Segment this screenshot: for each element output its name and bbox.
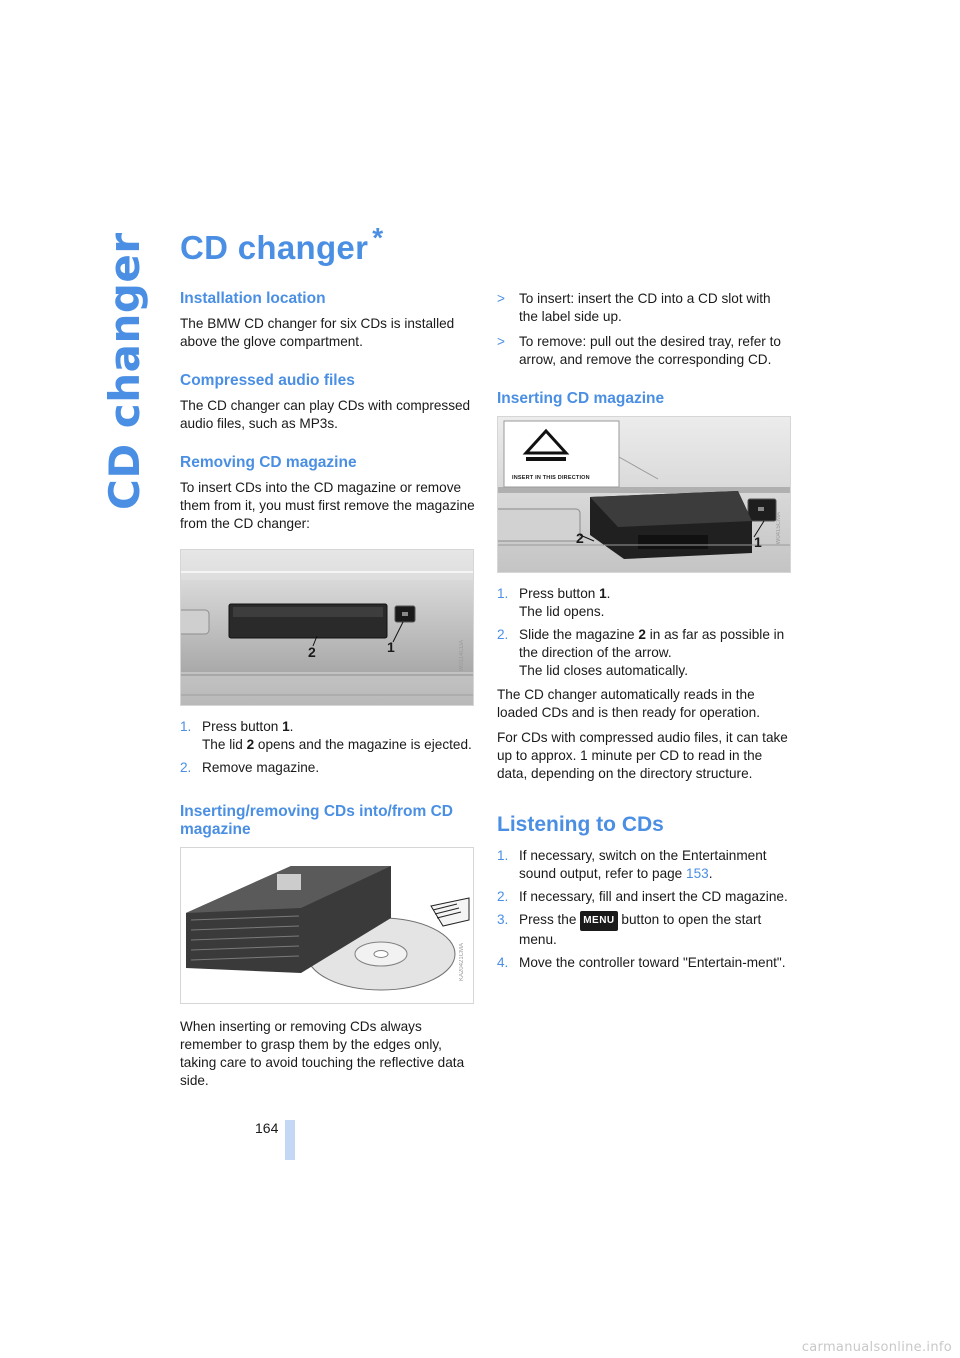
step-text: . <box>289 719 294 734</box>
compressed-audio-text: The CD changer can play CDs with compressed audio files, such as MP3s. <box>180 398 471 431</box>
listen-step-3 <box>497 911 792 949</box>
fig3-code: W0415CMA <box>776 512 782 545</box>
step-text: The lid opens. <box>519 604 605 619</box>
step-text: Slide the magazine <box>519 627 639 642</box>
listening-to-cds-heading: Listening to CDs <box>497 813 664 836</box>
step-bold-ref: 1 <box>599 586 607 601</box>
step-bold-ref: 1 <box>282 719 290 734</box>
right-column <box>497 290 792 972</box>
reads-cds-text: The CD changer automatically reads in the loaded CDs and is then ready for operation. <box>497 687 760 720</box>
side-chapter-title <box>92 220 152 510</box>
insert-magazine-illustration <box>498 417 790 572</box>
page-number: 164 <box>255 1120 279 1136</box>
cd-magazine-figure <box>180 847 474 1004</box>
installation-location-text: The BMW CD changer for six CDs is installed above the glove compartment. <box>180 316 455 349</box>
step-bold-ref: 2 <box>638 627 646 642</box>
installation-location-heading: Installation location <box>180 290 326 307</box>
listen-step-2 <box>497 888 792 906</box>
step-text: . <box>606 586 611 601</box>
step-text: Press button <box>519 586 600 601</box>
listen-step-1 <box>497 847 792 883</box>
bullet-mark: > <box>497 291 505 306</box>
page-title-text: CD changer <box>180 229 369 266</box>
fig2-code: KA20421CMA <box>459 943 465 982</box>
listen-step-4 <box>497 954 792 972</box>
remove-step-2 <box>180 759 475 777</box>
insert-step-2 <box>497 626 792 680</box>
left-column <box>180 290 475 1090</box>
side-chapter-title-text: CD changer <box>100 232 149 510</box>
page-title <box>180 222 383 267</box>
step-text: If necessary, fill and insert the CD magazine. <box>519 889 788 904</box>
bullet-text: To remove: pull out the desired tray, refer to arrow, and remove the corresponding CD. <box>519 334 781 367</box>
step-text: The lid closes automatically. <box>519 663 688 678</box>
watermark: carmanualsonline.info <box>801 1340 952 1355</box>
step-number: 2. <box>497 627 509 642</box>
menu-button-icon: MENU <box>580 911 617 931</box>
cd-changer-slot-illustration <box>181 550 473 705</box>
compressed-audio-heading: Compressed audio files <box>180 372 355 389</box>
step-text: in as far as possible in the direction of the arrow. <box>519 627 785 660</box>
remove-cd-bullet <box>497 333 792 369</box>
fig3-label-button: 1 <box>754 534 762 550</box>
step-number: 3. <box>497 912 509 927</box>
step-text: Move the controller toward "Entertain-ment". <box>519 955 786 970</box>
remove-step-1 <box>180 718 475 754</box>
step-number: 1. <box>497 848 509 863</box>
page-reference-link[interactable]: 153 <box>686 866 709 881</box>
fig3-label-magazine: 2 <box>576 530 584 546</box>
grasp-edges-text: When inserting or removing CDs always remember to grasp them by the edges only, taking care to avoid touching the reflective data side. <box>180 1019 465 1088</box>
step-number: 1. <box>497 586 509 601</box>
step-number: 2. <box>180 760 192 775</box>
bullet-text: To insert: insert the CD into a CD slot with the label side up. <box>519 291 771 324</box>
bullet-mark: > <box>497 334 505 349</box>
step-text: If necessary, switch on the Entertainment sound output, refer to page <box>519 848 767 881</box>
step-text: button to open the start menu. <box>519 912 762 947</box>
removing-magazine-text: To insert CDs into the CD magazine or remove them from it, you must first remove the magazine from the CD changer: <box>180 480 475 531</box>
page-number-bar <box>285 1120 295 1160</box>
cd-changer-slot-figure <box>180 549 474 706</box>
step-number: 4. <box>497 955 509 970</box>
optional-equipment-star-icon: * <box>372 222 384 253</box>
step-text: Remove magazine. <box>202 760 320 775</box>
insert-magazine-figure <box>497 416 791 573</box>
step-text: opens and the magazine is ejected. <box>254 737 472 752</box>
insert-step-1 <box>497 585 792 621</box>
removing-magazine-heading: Removing CD magazine <box>180 454 357 471</box>
step-number: 1. <box>180 719 192 734</box>
cd-magazine-illustration <box>181 848 473 1003</box>
fig1-code: W0114CDA <box>459 640 465 672</box>
inserting-removing-cds-heading: Inserting/removing CDs into/from CD magazine <box>180 803 453 838</box>
step-text: . <box>708 866 713 881</box>
fig3-sign-text: INSERT IN THIS DIRECTION <box>512 475 590 481</box>
step-text: The lid <box>202 737 247 752</box>
compressed-read-time-text: For CDs with compressed audio files, it can take up to approx. 1 minute per CD to read in the data, depending on the directory structure. <box>497 730 788 781</box>
step-bold-ref: 2 <box>246 737 255 752</box>
fig1-label-lid: 2 <box>308 644 316 660</box>
insert-cd-bullet <box>497 290 792 326</box>
step-text: Press button <box>202 719 283 734</box>
step-number: 2. <box>497 889 509 904</box>
step-text: Press the <box>519 912 581 927</box>
inserting-magazine-heading: Inserting CD magazine <box>497 390 665 407</box>
fig1-label-button: 1 <box>387 639 395 655</box>
